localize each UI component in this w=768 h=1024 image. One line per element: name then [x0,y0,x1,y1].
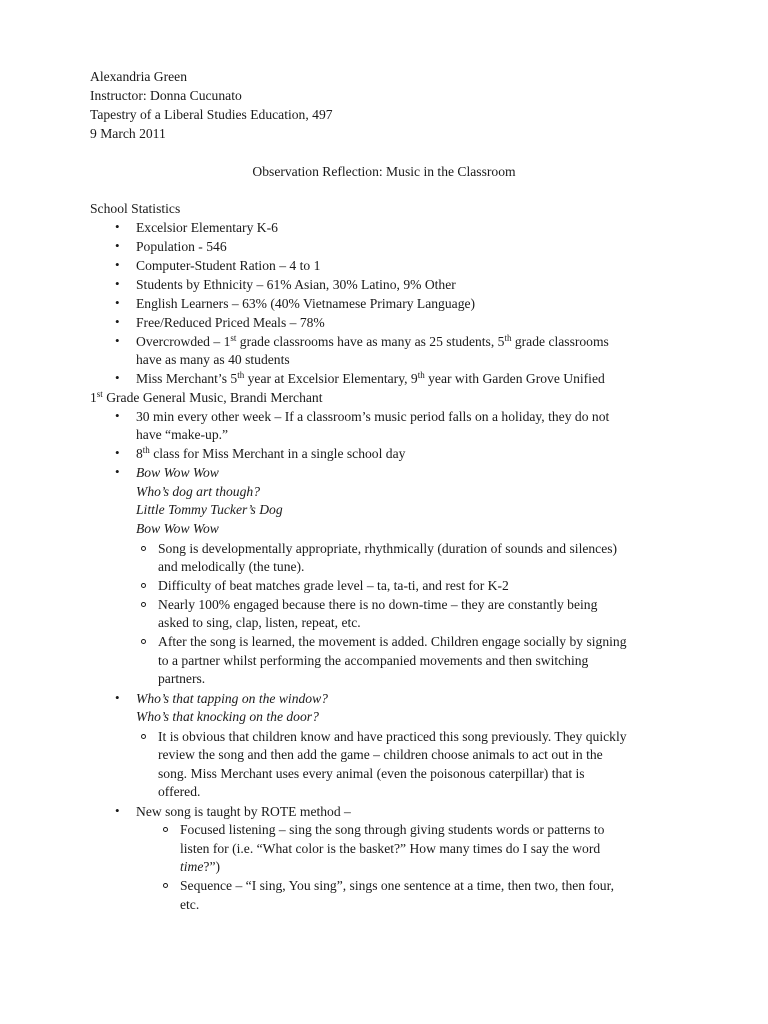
song1-note-movement: After the song is learned, the movement is added. Children engage socially by signing [158,634,627,649]
song1-note-engaged-cont: asked to sing, clap, listen, repeat, etc. [158,615,361,630]
song1-line3: Little Tommy Tucker’s Dog [136,502,283,517]
stat-english-learners: English Learners – 63% (40% Vietnamese Primary Language) [136,296,476,311]
instructor-line: Instructor: Donna Cucunato [90,88,242,103]
rote-method: New song is taught by ROTE method – [136,804,351,819]
song1-line4: Bow Wow Wow [136,521,219,536]
bullet-icon: • [115,295,120,310]
stat-merchant-years: Miss Merchant’s 5th year at Excelsior Elementary, 9th year with Garden Grove Unified [136,370,605,386]
circle-bullet-icon [141,734,146,739]
song1-line1: Bow Wow Wow [136,465,219,480]
author-name: Alexandria Green [90,69,187,84]
stat-overcrowded-cont: have as many as 40 students [136,352,290,367]
bullet-icon: • [115,238,120,253]
circle-bullet-icon [141,583,146,588]
song2-note-practiced-cont2: song. Miss Merchant uses every animal (even the poisonous caterpillar) that is [158,766,585,781]
bullet-icon: • [115,408,120,423]
rote-focused-listening: Focused listening – sing the song through giving students words or patterns to [180,822,605,837]
song1-note-difficulty: Difficulty of beat matches grade level – ta, ta-ti, and rest for K-2 [158,578,509,593]
song1-note-movement-cont2: partners. [158,671,206,686]
stat-school: Excelsior Elementary K-6 [136,220,278,235]
circle-bullet-icon [141,639,146,644]
song1-line2: Who’s dog art though? [136,484,260,499]
circle-bullet-icon [163,883,168,888]
bullet-icon: • [115,257,120,272]
song2-note-practiced-cont1: review the song and then add the game – children choose animals to act out in the [158,747,603,762]
music-bullet-class-count: 8th class for Miss Merchant in a single school day [136,445,406,461]
stat-overcrowded: Overcrowded – 1st grade classrooms have as many as 25 students, 5th grade classrooms [136,333,609,349]
bullet-icon: • [115,803,120,818]
document-title: Observation Reflection: Music in the Classroom [252,164,516,179]
bullet-icon: • [115,333,120,348]
date-line: 9 March 2011 [90,126,166,141]
song1-note-movement-cont1: to a partner whilst performing the accompanied movements and then switching [158,653,589,668]
rote-sequence: Sequence – “I sing, You sing”, sings one sentence at a time, then two, then four, [180,878,614,893]
section-heading-music: 1st Grade General Music, Brandi Merchant [90,389,323,405]
music-bullet-duration: 30 min every other week – If a classroom’s music period falls on a holiday, they do not [136,409,610,424]
stat-ethnicity: Students by Ethnicity – 61% Asian, 30% Latino, 9% Other [136,277,456,292]
bullet-icon: • [115,690,120,705]
bullet-icon: • [115,445,120,460]
stat-meals: Free/Reduced Priced Meals – 78% [136,315,325,330]
song2-line1: Who’s that tapping on the window? [136,691,328,706]
course-line: Tapestry of a Liberal Studies Education, 497 [90,107,333,122]
rote-focused-listening-cont2: time?”) [180,859,221,874]
stat-population: Population - 546 [136,239,227,254]
section-heading-statistics: School Statistics [90,201,181,216]
circle-bullet-icon [141,602,146,607]
circle-bullet-icon [163,827,168,832]
song2-line2: Who’s that knocking on the door? [136,709,319,724]
music-bullet-duration-cont: have “make-up.” [136,427,229,442]
circle-bullet-icon [141,546,146,551]
bullet-icon: • [115,370,120,385]
rote-sequence-cont: etc. [180,897,200,912]
song1-note-engaged: Nearly 100% engaged because there is no down-time – they are constantly being [158,597,598,612]
song1-note-appropriate: Song is developmentally appropriate, rhythmically (duration of sounds and silences) [158,541,618,556]
bullet-icon: • [115,314,120,329]
song1-note-appropriate-cont: and melodically (the tune). [158,559,305,574]
stat-ratio: Computer-Student Ration – 4 to 1 [136,258,321,273]
song2-note-practiced-cont3: offered. [158,784,201,799]
bullet-icon: • [115,219,120,234]
rote-focused-listening-cont: listen for (i.e. “What color is the basket?” How many times do I say the word [180,841,601,856]
song2-note-practiced: It is obvious that children know and have practiced this song previously. They quickly [158,729,627,744]
bullet-icon: • [115,276,120,291]
bullet-icon: • [115,464,120,479]
